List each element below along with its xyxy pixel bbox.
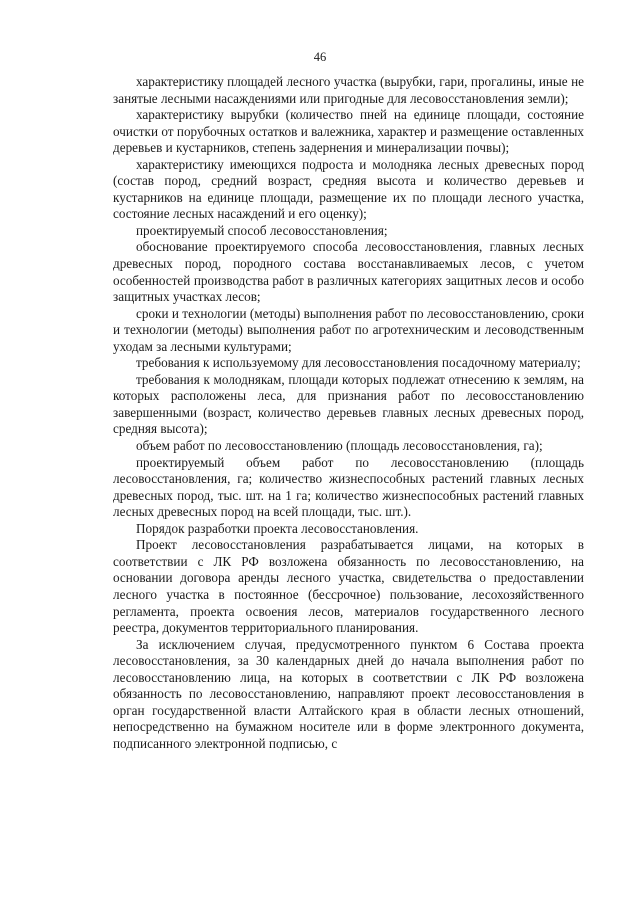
paragraph-cutting-characteristics: характеристику вырубки (количество пней на единице площади, состояние очистки от порубочных остатков и валежника, характер и размещение оставленных деревьев и кустарников, степень задернения и минерализации почвы); [113,107,584,156]
paragraph-project-submission: За исключением случая, предусмотренного пунктом 6 Состава проекта лесовосстановления, за 30 календарных дней до начала выполнения работ по лесовосстановлению лица, на которых в соответствии с ЛК РФ возложена обязанность по лесовосстановлению, направляют проект лесовосстановления в орган государственной власти Алтайского края в области лесных отношений, непосредственно на бумажном носителе или в форме электронного документа, подписанного электронной подписью, с [113,636,584,751]
paragraph-area-characteristics: характеристику площадей лесного участка (вырубки, гари, прогалины, иные не занятые лесными насаждениями или пригодные для лесовосстановления земли); [113,74,584,106]
paragraph-development-procedure-heading: Порядок разработки проекта лесовосстановления. [136,520,419,536]
document-body [113,74,584,752]
paragraph-method-justification: обоснование проектируемого способа лесовосстановления, главных лесных древесных пород, породного состава восстанавливаемых лесов, с учетом особенностей производства работ в различных категориях защитных лесов и особо защитных участках лесов; [113,239,584,305]
paragraph-work-volume: объем работ по лесовосстановлению (площадь лесовосстановления, га); [136,438,543,454]
paragraph-terms-technologies: сроки и технологии (методы) выполнения работ по лесовосстановлению, сроки и технологии (методы) выполнения работ по агротехническим и лесоводственным уходам за лесными культурами; [113,305,584,354]
paragraph-undergrowth-characteristics: характеристику имеющихся подроста и молодняка лесных древесных пород (состав пород, средний возраст, средняя высота и количество деревьев и кустарников на единице площади, размещение их по площади лесного участка, состояние лесных насаждений и его оценку); [113,156,584,222]
paragraph-projected-method: проектируемый способ лесовосстановления; [136,222,388,238]
paragraph-planting-material: требования к используемому для лесовосстановления посадочному материалу; [136,355,581,371]
paragraph-projected-volume: проектируемый объем работ по лесовосстановлению (площадь лесовосстановления, га; количество жизнеспособных растений главных лесных древесных пород, тыс. шт. на 1 га; количество жизнеспособных растений главных лесных древесных пород на всей площади, тыс. шт.). [113,454,584,520]
page-number: 46 [313,50,327,64]
paragraph-young-stand-requirements: требования к молоднякам, площади которых подлежат отнесению к землям, на которых расположены леса, для признания работ по лесовосстановлению завершенными (возраст, количество деревьев главных лесных древесных пород, средняя высота); [113,371,584,437]
paragraph-project-development: Проект лесовосстановления разрабатывается лицами, на которых в соответствии с ЛК РФ возложена обязанность по лесовосстановлению, на основании договора аренды лесного участка, свидетельства о предоставлении лесного участка в постоянное (бессрочное) пользование, лесохозяйственного регламента, проекта освоения лесов, материалов государственного лесного реестра, документов территориального планирования. [113,537,584,636]
